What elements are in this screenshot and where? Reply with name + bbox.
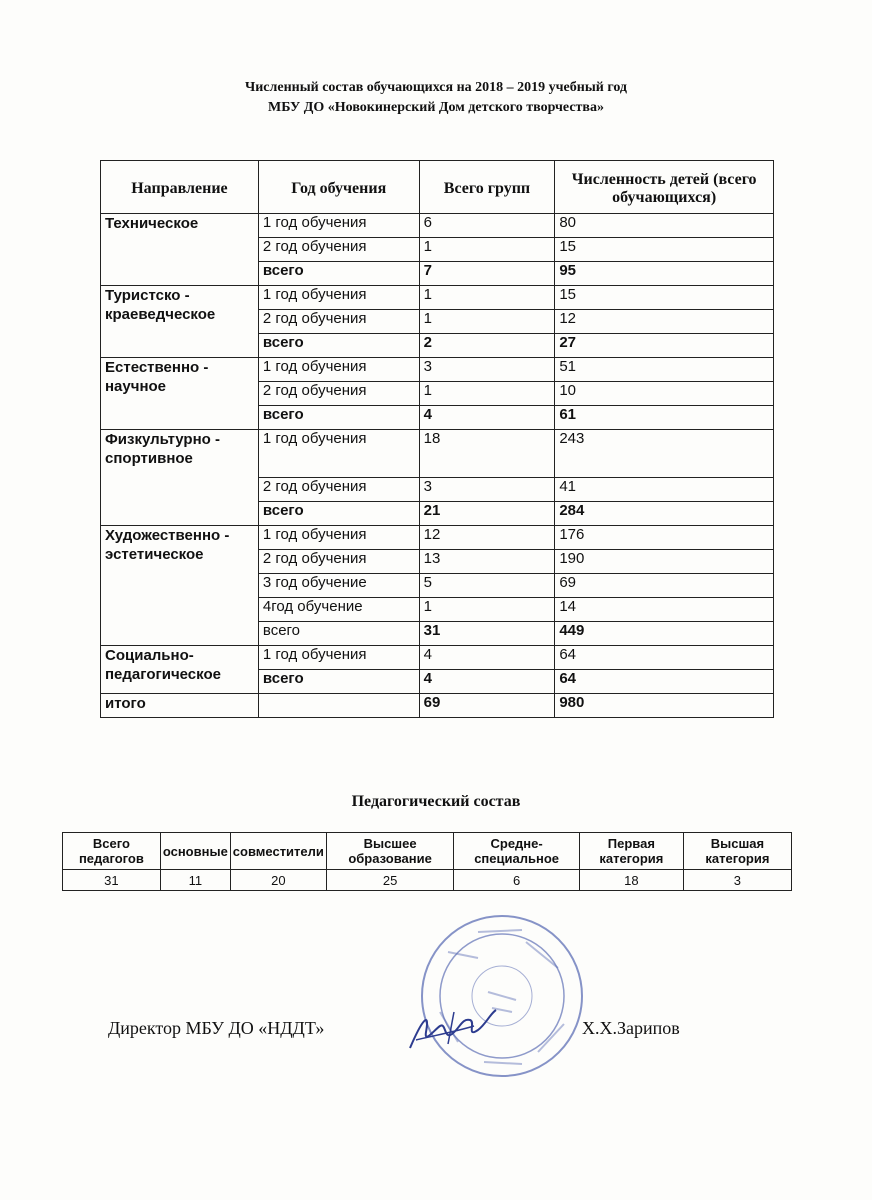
header-children: Численность детей (всего обучающихся) xyxy=(555,161,774,214)
table-row xyxy=(101,286,774,310)
total-groups: 69 xyxy=(419,694,555,718)
director-title: Директор МБУ ДО «НДДТ» xyxy=(108,1018,325,1038)
ped-table xyxy=(62,832,792,891)
table-row xyxy=(101,358,774,382)
direction-cell: Естественно - научное xyxy=(101,358,259,430)
groups-cell: 1 xyxy=(419,238,555,262)
children-cell: 27 xyxy=(555,334,774,358)
table-row xyxy=(101,430,774,478)
children-cell: 10 xyxy=(555,382,774,406)
children-cell: 15 xyxy=(555,286,774,310)
children-cell: 243 xyxy=(555,430,774,478)
year-cell: 1 год обучения xyxy=(258,286,419,310)
children-cell: 80 xyxy=(555,214,774,238)
groups-cell: 2 xyxy=(419,334,555,358)
groups-cell: 1 xyxy=(419,382,555,406)
ped-header-cell: Высшая категория xyxy=(683,833,791,870)
total-children: 980 xyxy=(555,694,774,718)
children-cell: 449 xyxy=(555,622,774,646)
document-title-line1: Численный состав обучающихся на 2018 – 2019 учебный год xyxy=(244,80,628,95)
header-direction: Направление xyxy=(101,161,259,214)
children-cell: 95 xyxy=(555,262,774,286)
year-cell: 2 год обучения xyxy=(258,550,419,574)
total-row xyxy=(101,694,774,718)
ped-header-cell: совместители xyxy=(230,833,326,870)
table-row xyxy=(101,646,774,670)
direction-cell: Физкультурно - спортивное xyxy=(101,430,259,526)
year-cell: 2 год обучения xyxy=(258,310,419,334)
ped-table-header xyxy=(63,833,792,870)
direction-cell: Художественно - эстетическое xyxy=(101,526,259,646)
groups-cell: 4 xyxy=(419,646,555,670)
groups-cell: 3 xyxy=(419,358,555,382)
ped-value-cell: 6 xyxy=(454,870,580,891)
groups-cell: 7 xyxy=(419,262,555,286)
year-cell: всего xyxy=(258,334,419,358)
groups-cell: 5 xyxy=(419,574,555,598)
groups-cell: 1 xyxy=(419,598,555,622)
groups-cell: 18 xyxy=(419,430,555,478)
children-cell: 61 xyxy=(555,406,774,430)
document-title-line2: МБУ ДО «Новокинерский Дом детского творчества» xyxy=(268,100,604,115)
children-cell: 64 xyxy=(555,670,774,694)
children-cell: 190 xyxy=(555,550,774,574)
year-cell: всего xyxy=(258,502,419,526)
groups-cell: 4 xyxy=(419,670,555,694)
ped-value-cell: 31 xyxy=(63,870,161,891)
year-cell: всего xyxy=(258,622,419,646)
direction-cell: Социально-педагогическое xyxy=(101,646,259,694)
students-table-header xyxy=(101,161,774,214)
groups-cell: 3 xyxy=(419,478,555,502)
year-cell: всего xyxy=(258,262,419,286)
ped-header-cell: основные xyxy=(160,833,230,870)
table-row xyxy=(101,526,774,550)
groups-cell: 6 xyxy=(419,214,555,238)
children-cell: 176 xyxy=(555,526,774,550)
ped-value-cell: 18 xyxy=(579,870,683,891)
ped-header-cell: Средне-специальное xyxy=(454,833,580,870)
children-cell: 51 xyxy=(555,358,774,382)
year-cell: 1 год обучения xyxy=(258,430,419,478)
groups-cell: 1 xyxy=(419,310,555,334)
children-cell: 69 xyxy=(555,574,774,598)
director-signature xyxy=(404,1000,504,1060)
year-cell: 2 год обучения xyxy=(258,238,419,262)
children-cell: 284 xyxy=(555,502,774,526)
groups-cell: 1 xyxy=(419,286,555,310)
ped-header-cell: Первая категория xyxy=(579,833,683,870)
year-cell: 1 год обучения xyxy=(258,358,419,382)
children-cell: 12 xyxy=(555,310,774,334)
year-cell: 3 год обучение xyxy=(258,574,419,598)
total-empty xyxy=(258,694,419,718)
groups-cell: 21 xyxy=(419,502,555,526)
groups-cell: 31 xyxy=(419,622,555,646)
ped-table-row xyxy=(63,870,792,891)
ped-header-cell: Высшее образование xyxy=(326,833,453,870)
year-cell: всего xyxy=(258,406,419,430)
direction-cell: Техническое xyxy=(101,214,259,286)
year-cell: 4год обучение xyxy=(258,598,419,622)
year-cell: всего xyxy=(258,670,419,694)
children-cell: 41 xyxy=(555,478,774,502)
total-label: итого xyxy=(101,694,259,718)
children-cell: 15 xyxy=(555,238,774,262)
year-cell: 2 год обучения xyxy=(258,478,419,502)
ped-value-cell: 11 xyxy=(160,870,230,891)
ped-value-cell: 25 xyxy=(326,870,453,891)
groups-cell: 13 xyxy=(419,550,555,574)
year-cell: 1 год обучения xyxy=(258,646,419,670)
ped-header-cell: Всего педагогов xyxy=(63,833,161,870)
ped-value-cell: 20 xyxy=(230,870,326,891)
groups-cell: 12 xyxy=(419,526,555,550)
children-cell: 14 xyxy=(555,598,774,622)
year-cell: 1 год обучения xyxy=(258,214,419,238)
children-cell: 64 xyxy=(555,646,774,670)
direction-cell: Туристско - краеведческое xyxy=(101,286,259,358)
director-name: Х.Х.Зарипов xyxy=(582,1018,680,1038)
header-groups: Всего групп xyxy=(419,161,555,214)
header-year: Год обучения xyxy=(258,161,419,214)
year-cell: 1 год обучения xyxy=(258,526,419,550)
table-row xyxy=(101,214,774,238)
groups-cell: 4 xyxy=(419,406,555,430)
ped-title: Педагогический состав xyxy=(351,793,521,810)
year-cell: 2 год обучения xyxy=(258,382,419,406)
students-table xyxy=(100,160,774,718)
ped-value-cell: 3 xyxy=(683,870,791,891)
